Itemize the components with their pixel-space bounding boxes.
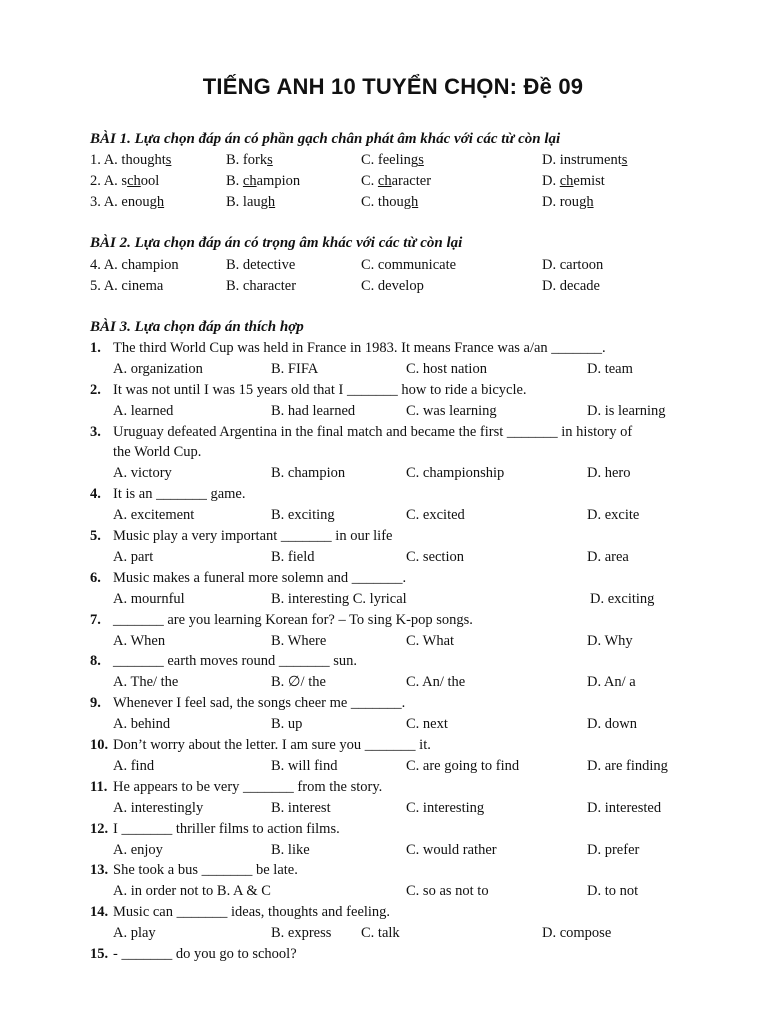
answer-option: D. prefer xyxy=(587,842,640,858)
question-line xyxy=(0,653,768,674)
question-line xyxy=(0,612,768,633)
answer-option: 3. A. enough xyxy=(90,194,165,210)
answer-option: 1. A. thoughts xyxy=(90,152,172,168)
answer-option: A. excitement xyxy=(113,507,195,523)
question-number: 8. xyxy=(90,653,101,669)
question-line xyxy=(0,946,768,967)
options-row xyxy=(0,758,768,779)
answer-option: B. FIFA xyxy=(271,361,319,377)
answer-option: D. excite xyxy=(587,507,640,523)
question-line xyxy=(0,862,768,883)
answer-option: D. interested xyxy=(587,800,662,816)
question-number: 5. xyxy=(90,528,101,544)
question-text: Music play a very important _______ in our life xyxy=(113,528,393,544)
question-text: She took a bus _______ be late. xyxy=(113,862,298,878)
answer-option: B. champion xyxy=(226,173,301,189)
underlined-part: s xyxy=(418,152,424,168)
answer-option: 2. A. school xyxy=(90,173,160,189)
answer-option: A. enjoy xyxy=(113,842,163,858)
question-number: 7. xyxy=(90,612,101,628)
answer-option: D. team xyxy=(587,361,633,377)
answer-option: C. so as not to xyxy=(406,883,489,899)
answer-option: A. interestingly xyxy=(113,800,204,816)
question-line xyxy=(0,528,768,549)
answer-option: A. When xyxy=(113,633,166,649)
section-heading-bai1: BÀI 1. Lựa chọn đáp án có phần gạch chân phát âm khác với các từ còn lại xyxy=(90,131,561,147)
underlined-part: ch xyxy=(242,173,257,189)
options-row xyxy=(0,800,768,821)
answer-option: D. Why xyxy=(587,633,633,649)
answer-option: B. character xyxy=(226,278,297,294)
answer-option: A. behind xyxy=(113,716,171,732)
question-text: Uruguay defeated Argentina in the final match and became the first _______ in history of xyxy=(113,424,633,440)
answer-option: D. hero xyxy=(587,465,631,481)
question-line xyxy=(0,570,768,591)
answer-option: A. learned xyxy=(113,403,174,419)
answer-option: D. compose xyxy=(542,925,612,941)
underlined-part: ch xyxy=(377,173,392,189)
question-number: 10. xyxy=(90,737,109,753)
answer-option: B. laugh xyxy=(226,194,276,210)
answer-option: B. detective xyxy=(226,257,296,273)
options-row xyxy=(0,507,768,528)
answer-option: C. interesting xyxy=(406,800,485,816)
answer-option: C. communicate xyxy=(361,257,457,273)
question-text: Don’t worry about the letter. I am sure you _______ it. xyxy=(113,737,431,753)
question-number: 14. xyxy=(90,904,109,920)
answer-option: A. organization xyxy=(113,361,203,377)
question-line xyxy=(0,382,768,403)
underlined-part: gh xyxy=(260,194,276,210)
options-row xyxy=(0,716,768,737)
answer-option: A. find xyxy=(113,758,155,774)
question-line xyxy=(0,904,768,925)
answer-option: B. up xyxy=(271,716,303,732)
answer-option: C. would rather xyxy=(406,842,497,858)
answer-option: B. champion xyxy=(271,465,346,481)
answer-option: D. cartoon xyxy=(542,257,604,273)
question-line xyxy=(0,424,768,445)
question-number: 6. xyxy=(90,570,101,586)
underlined-part: ch xyxy=(127,173,141,189)
question-text: Music can _______ ideas, thoughts and feeling. xyxy=(113,904,391,920)
options-row xyxy=(0,633,768,654)
pronunciation-row xyxy=(0,194,768,215)
answer-option: B. express xyxy=(271,925,332,941)
page-title: TIẾNG ANH 10 TUYỂN CHỌN: Đề 09 xyxy=(202,74,584,99)
underlined-part: s xyxy=(267,152,273,168)
answer-option: 5. A. cinema xyxy=(90,278,164,294)
options-row xyxy=(0,842,768,863)
answer-option: C. host nation xyxy=(406,361,487,377)
answer-option: A. The/ the xyxy=(113,674,179,690)
answer-option: D. rough xyxy=(542,194,594,210)
answer-option: B. ∅/ the xyxy=(271,674,326,690)
answer-option: C. next xyxy=(406,716,448,732)
answer-option: B. will find xyxy=(271,758,338,774)
answer-option: A. in order not to B. A & C xyxy=(113,883,271,899)
underlined-part: ch xyxy=(559,173,574,189)
underlined-part: gh xyxy=(149,194,165,210)
question-text: He appears to be very _______ from the story. xyxy=(113,779,383,795)
underlined-part: gh xyxy=(403,194,419,210)
answer-option: D. decade xyxy=(542,278,600,294)
question-line xyxy=(0,340,768,361)
options-row xyxy=(0,925,768,946)
answer-option: C. An/ the xyxy=(406,674,466,690)
question-text: I _______ thriller films to action films. xyxy=(113,821,340,837)
underlined-part: s xyxy=(165,152,172,168)
question-line xyxy=(0,737,768,758)
question-line xyxy=(0,486,768,507)
options-row xyxy=(0,403,768,424)
answer-option: C. was learning xyxy=(406,403,497,419)
answer-option: D. down xyxy=(587,716,637,732)
answer-option: D. are finding xyxy=(587,758,668,774)
section-heading-bai2: BÀI 2. Lựa chọn đáp án có trọng âm khác với các từ còn lại xyxy=(90,235,463,251)
question-number: 11. xyxy=(90,779,108,795)
question-text: Music makes a funeral more solemn and _______. xyxy=(113,570,407,586)
question-text: _______ are you learning Korean for? – To sing K-pop songs. xyxy=(113,612,473,628)
answer-option: B. exciting xyxy=(271,507,335,523)
options-row xyxy=(0,549,768,570)
question-text: The third World Cup was held in France in 1983. It means France was a/an _______. xyxy=(113,340,606,356)
answer-option: C. though xyxy=(361,194,419,210)
answer-option: C. section xyxy=(406,549,464,565)
question-line xyxy=(0,779,768,800)
answer-option: D. An/ a xyxy=(587,674,636,690)
stress-row xyxy=(0,278,768,299)
answer-option: B. field xyxy=(271,549,315,565)
answer-option: B. interesting C. lyrical xyxy=(271,591,407,607)
section-heading-bai3: BÀI 3. Lựa chọn đáp án thích hợp xyxy=(90,319,304,335)
answer-option: B. like xyxy=(271,842,310,858)
answer-option: D. chemist xyxy=(542,173,605,189)
answer-option: D. area xyxy=(587,549,629,565)
answer-option: A. play xyxy=(113,925,156,941)
answer-option: 4. A. champion xyxy=(90,257,179,273)
answer-option: D. instruments xyxy=(542,152,628,168)
question-number: 3. xyxy=(90,424,101,440)
question-line xyxy=(0,821,768,842)
answer-option: A. part xyxy=(113,549,154,565)
question-text-continued xyxy=(0,444,768,465)
pronunciation-row xyxy=(0,152,768,173)
answer-option: A. victory xyxy=(113,465,172,481)
question-number: 9. xyxy=(90,695,101,711)
question-number: 2. xyxy=(90,382,101,398)
question-number: 15. xyxy=(90,946,109,962)
options-row xyxy=(0,674,768,695)
answer-option: C. excited xyxy=(406,507,465,523)
options-row xyxy=(0,591,768,612)
answer-option: B. Where xyxy=(271,633,327,649)
stress-row xyxy=(0,257,768,278)
answer-option: D. is learning xyxy=(587,403,666,419)
underlined-part: s xyxy=(621,152,628,168)
question-text: It was not until I was 15 years old that I _______ how to ride a bicycle. xyxy=(113,382,527,398)
answer-option: D. to not xyxy=(587,883,639,899)
answer-option: B. forks xyxy=(226,152,273,168)
question-number: 12. xyxy=(90,821,109,837)
answer-option: C. talk xyxy=(361,925,400,941)
options-row xyxy=(0,883,768,904)
answer-option: C. feelings xyxy=(361,152,424,168)
options-row xyxy=(0,465,768,486)
question-text: - _______ do you go to school? xyxy=(113,946,297,962)
answer-option: C. are going to find xyxy=(406,758,520,774)
answer-option: D. exciting xyxy=(590,591,655,607)
answer-option: B. interest xyxy=(271,800,331,816)
answer-option: B. had learned xyxy=(271,403,356,419)
question-line xyxy=(0,695,768,716)
answer-option: A. mournful xyxy=(113,591,185,607)
question-number: 4. xyxy=(90,486,101,502)
question-number: 1. xyxy=(90,340,101,356)
question-text: It is an _______ game. xyxy=(113,486,246,502)
answer-option: C. What xyxy=(406,633,455,649)
question-number: 13. xyxy=(90,862,109,878)
answer-option: C. develop xyxy=(361,278,424,294)
options-row xyxy=(0,361,768,382)
question-text: _______ earth moves round _______ sun. xyxy=(113,653,358,669)
question-text: the World Cup. xyxy=(113,444,202,460)
question-text: Whenever I feel sad, the songs cheer me _______. xyxy=(113,695,406,711)
answer-option: C. character xyxy=(361,173,432,189)
underlined-part: gh xyxy=(579,194,594,210)
answer-option: C. championship xyxy=(406,465,505,481)
pronunciation-row xyxy=(0,173,768,194)
